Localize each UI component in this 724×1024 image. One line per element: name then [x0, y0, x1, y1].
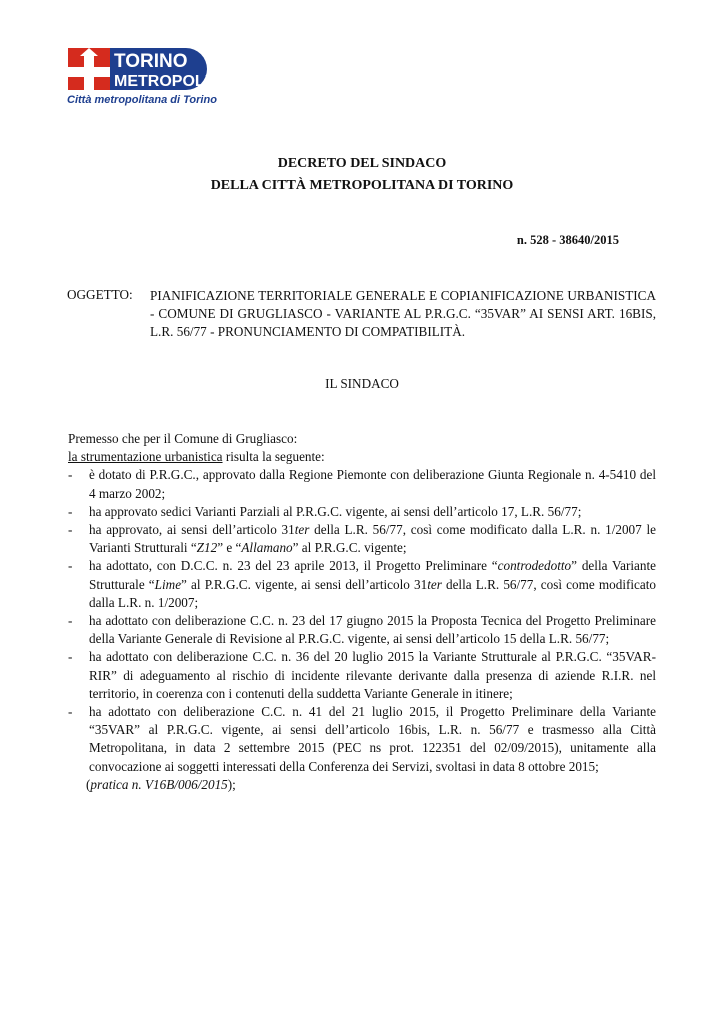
dash-bullet: -: [68, 704, 73, 720]
item-italic: ter: [294, 522, 310, 538]
item-text: ” e “: [217, 540, 242, 556]
torino-metropoli-logo: [67, 46, 217, 108]
item-italic: Z12: [196, 540, 218, 556]
list-item: [68, 612, 656, 648]
item-text: ha approvato sedici Varianti Parziali al P.R.G.C. vigente, ai sensi dell’articolo 17, L.R. 56/77;: [89, 503, 582, 519]
document-title-line2: DELLA CITTÀ METROPOLITANA DI TORINO: [210, 178, 514, 193]
document-title-line1: DECRETO DEL SINDACO: [277, 156, 447, 171]
dash-bullet: -: [68, 503, 73, 519]
strumentazione-underlined: la strumentazione urbanistica: [68, 449, 223, 465]
list-item: [68, 557, 656, 612]
logo-caption: Città metropolitana di Torino: [67, 94, 217, 106]
logo-cross-horizontal: [68, 67, 110, 77]
list-item: [68, 503, 656, 521]
item-text: è dotato di P.R.G.C., approvato dalla Regione Piemonte con deliberazione Giunta Regionale n. 4-5410 del 4 marzo 2002;: [89, 467, 656, 501]
pratica-reference: [68, 776, 656, 794]
dash-bullet: -: [68, 613, 73, 629]
strumentazione-rest: risulta la seguente:: [222, 449, 325, 465]
list-item: [68, 466, 656, 502]
dash-bullet: -: [68, 522, 73, 538]
logo-text-metropoli: METROPOLI: [114, 73, 209, 90]
section-heading: IL SINDACO: [325, 376, 399, 391]
decree-number: n. 528 - 38640/2015: [516, 233, 619, 247]
list-item: [68, 648, 656, 703]
pratica-number: pratica n. V16B/006/2015: [90, 776, 228, 792]
item-text: ha approvato, ai sensi dell’articolo 31: [89, 522, 295, 538]
item-text: ha adottato con deliberazione C.C. n. 36 del 20 luglio 2015 la Variante Strutturale al P.R.G.C. “35VAR-RIR” di adeguamento al rischio di incidente rilevante derivante dalla presenza di aziende R.I.R. nel territorio, in coerenza con i contenuti della suddetta Variante Generale in itinere;: [89, 649, 656, 701]
premises-list: [68, 466, 656, 775]
document-body: [68, 430, 656, 794]
pratica-open: (: [86, 776, 91, 792]
pratica-close: );: [227, 776, 236, 792]
item-text: della L.R. 56/77, così come modificato dalla L.R. n. 1/2007 le Varianti Strutturali “: [89, 522, 657, 556]
item-text: ” al P.R.G.C. vigente;: [292, 540, 407, 556]
strumentazione-paragraph: [68, 448, 656, 466]
list-item: [68, 521, 656, 557]
item-italic: Allamano: [241, 540, 293, 556]
item-italic: ter: [427, 576, 442, 592]
dash-bullet: -: [68, 558, 73, 574]
intro-paragraph: Premesso che per il Comune di Grugliasco:: [68, 431, 298, 446]
item-text: ” della Variante Strutturale “: [89, 558, 656, 592]
oggetto-text: PIANIFICAZIONE TERRITORIALE GENERALE E COPIANIFICAZIONE URBANISTICA - COMUNE DI GRUGLIASCO - VARIANTE AL P.R.G.C. “35VAR” AI SENSI ART. 16BIS, L.R. 56/77 - PRONUNCIAMENTO DI COMPATIBILITÀ.: [150, 288, 656, 339]
dash-bullet: -: [68, 467, 73, 483]
item-italic: controdedotto: [497, 558, 572, 574]
dash-bullet: -: [68, 649, 73, 665]
list-item: [68, 703, 656, 776]
item-text: ha adottato con deliberazione C.C. n. 23 del 17 giugno 2015 la Proposta Tecnica del Progetto Preliminare della Variante Generale di Revisione al P.R.G.C. vigente, ai sensi dell’articolo 15 della L.R. 56/77;: [89, 613, 656, 647]
item-text: ha adottato, con D.C.C. n. 23 del 23 aprile 2013, il Progetto Preliminare “: [89, 558, 498, 574]
logo-text-torino: TORINO: [114, 51, 188, 72]
logo-graphic: [67, 46, 209, 92]
item-text: della L.R. 56/77, così come modificato dalla L.R. n. 1/2007;: [89, 576, 656, 610]
item-italic: Lime: [154, 576, 182, 592]
item-text: ” al P.R.G.C. vigente, ai sensi dell’articolo 31: [181, 576, 428, 592]
item-text: ha adottato con deliberazione C.C. n. 41 del 21 luglio 2015, il Progetto Preliminare della Variante “35VAR” al P.R.G.C. vigente, ai sensi dell’articolo 16bis, L.R. n. 56/77 e trasmesso alla Città Metropolitana, in data 2 settembre 2015 (PEC ns prot. 122351 del 02/09/2015), unitamente alla convocazione ai soggetti interessati della Conferenza dei Servizi, svoltasi in data 8 ottobre 2015;: [89, 704, 656, 774]
oggetto-label: OGGETTO:: [67, 287, 133, 302]
